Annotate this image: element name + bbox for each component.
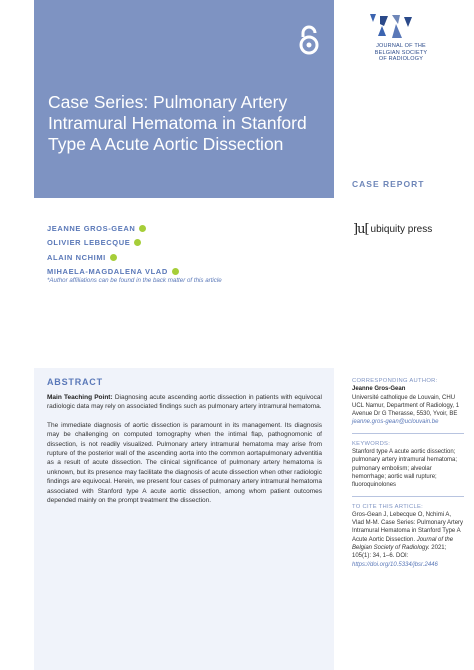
article-type: CASE REPORT bbox=[352, 179, 425, 189]
author-item[interactable]: ALAIN NCHIMI bbox=[47, 250, 179, 265]
teaching-point: Main Teaching Point: Diagnosing acute ascending aortic dissection in patients with equivocal radiologic data may rely on associated findings such as pulmonary artery intramural hematoma. bbox=[47, 394, 322, 411]
keywords-text: Stanford type A acute aortic dissection; pulmonary artery intramural hematoma; pulmonary embolism; alveolar hemorrhage; aortic wall rupture; fluoroquinolones bbox=[352, 449, 458, 489]
divider bbox=[352, 496, 464, 497]
author-item[interactable]: MIHAELA-MAGDALENA VLAD bbox=[47, 265, 179, 280]
journal-name: JOURNAL OF THE BELGIAN SOCIETY OF RADIOLOGY bbox=[374, 43, 428, 62]
author-item[interactable]: JEANNE GROS-GEAN bbox=[47, 221, 179, 236]
cite-text: Gros-Gean J, Lebecque O, Nchimi A, Vlad M-M. Case Series: Pulmonary Artery Intramural Hematoma in Stanford Type A Acute Aortic Dissection. Journal of the Belgian Society of Radiology. 2021; 105(1): 34, 1–6. DOI: https://doi.org/10.5334/jbsr.2446 bbox=[352, 511, 464, 568]
divider bbox=[352, 433, 464, 434]
keywords-label: KEYWORDS: bbox=[352, 440, 391, 447]
abstract-heading: ABSTRACT bbox=[47, 377, 103, 387]
corresponding-address: Université catholique de Louvain, CHU UCL Namur, Department of Radiology, 1 Avenue Dr G Therasse, 5530, Yvoir, BE bbox=[352, 394, 460, 418]
abstract-text: The immediate diagnosis of aortic dissection is paramount in its management. Its diagnosis may be challenging on computed tomography when the intimal flap, pathognomonic of dissection, is not readily visualized. Pulmonary artery intramural hematoma may arise from rupture of the posterior wall of the ascending aorta into the common aortapulmonary adventitia as a result of acute dissection. The clinical significance of pulmonary artery hematoma is unknown, but its presence may facilitate the diagnosis of acute dissection when other radiologic findings are equivocal. Herein, we present four cases of pulmonary artery intramural hematoma associated with Stanford type A acute aortic dissection, among whom patient outcomes depended mainly on the prompt treatment the dissection. bbox=[47, 421, 322, 505]
author-item[interactable]: OLIVIER LEBECQUE bbox=[47, 236, 179, 251]
article-title: Case Series: Pulmonary Artery Intramural Hematoma in Stanford Type A Acute Aortic Dissection bbox=[48, 92, 307, 154]
publisher-logo[interactable] bbox=[353, 222, 432, 237]
abstract-body bbox=[47, 393, 322, 514]
orcid-icon[interactable] bbox=[139, 225, 146, 232]
corresponding-email[interactable]: jeanne.gros-gean@uclouvain.be bbox=[352, 419, 439, 426]
sidebar bbox=[352, 377, 464, 569]
cite-label: TO CITE THIS ARTICLE: bbox=[352, 503, 424, 510]
publisher-mark: ]u[ bbox=[353, 222, 369, 237]
corresponding-label: CORRESPONDING AUTHOR: bbox=[352, 378, 438, 384]
journal-logo-icon bbox=[362, 12, 432, 72]
affiliation-note: *Author affiliations can be found in the back matter of this article bbox=[47, 277, 222, 284]
orcid-icon[interactable] bbox=[110, 254, 117, 261]
publisher-name: ubiquity press bbox=[370, 224, 433, 235]
orcid-icon[interactable] bbox=[134, 239, 141, 246]
author-list bbox=[47, 221, 179, 279]
open-access-icon[interactable] bbox=[298, 24, 320, 56]
orcid-icon[interactable] bbox=[172, 268, 179, 275]
doi-link[interactable]: https://doi.org/10.5334/jbsr.2446 bbox=[352, 561, 438, 568]
abstract-box bbox=[34, 368, 334, 670]
corresponding-name: Jeanne Gros-Gean bbox=[352, 386, 406, 393]
title-block bbox=[34, 0, 334, 198]
